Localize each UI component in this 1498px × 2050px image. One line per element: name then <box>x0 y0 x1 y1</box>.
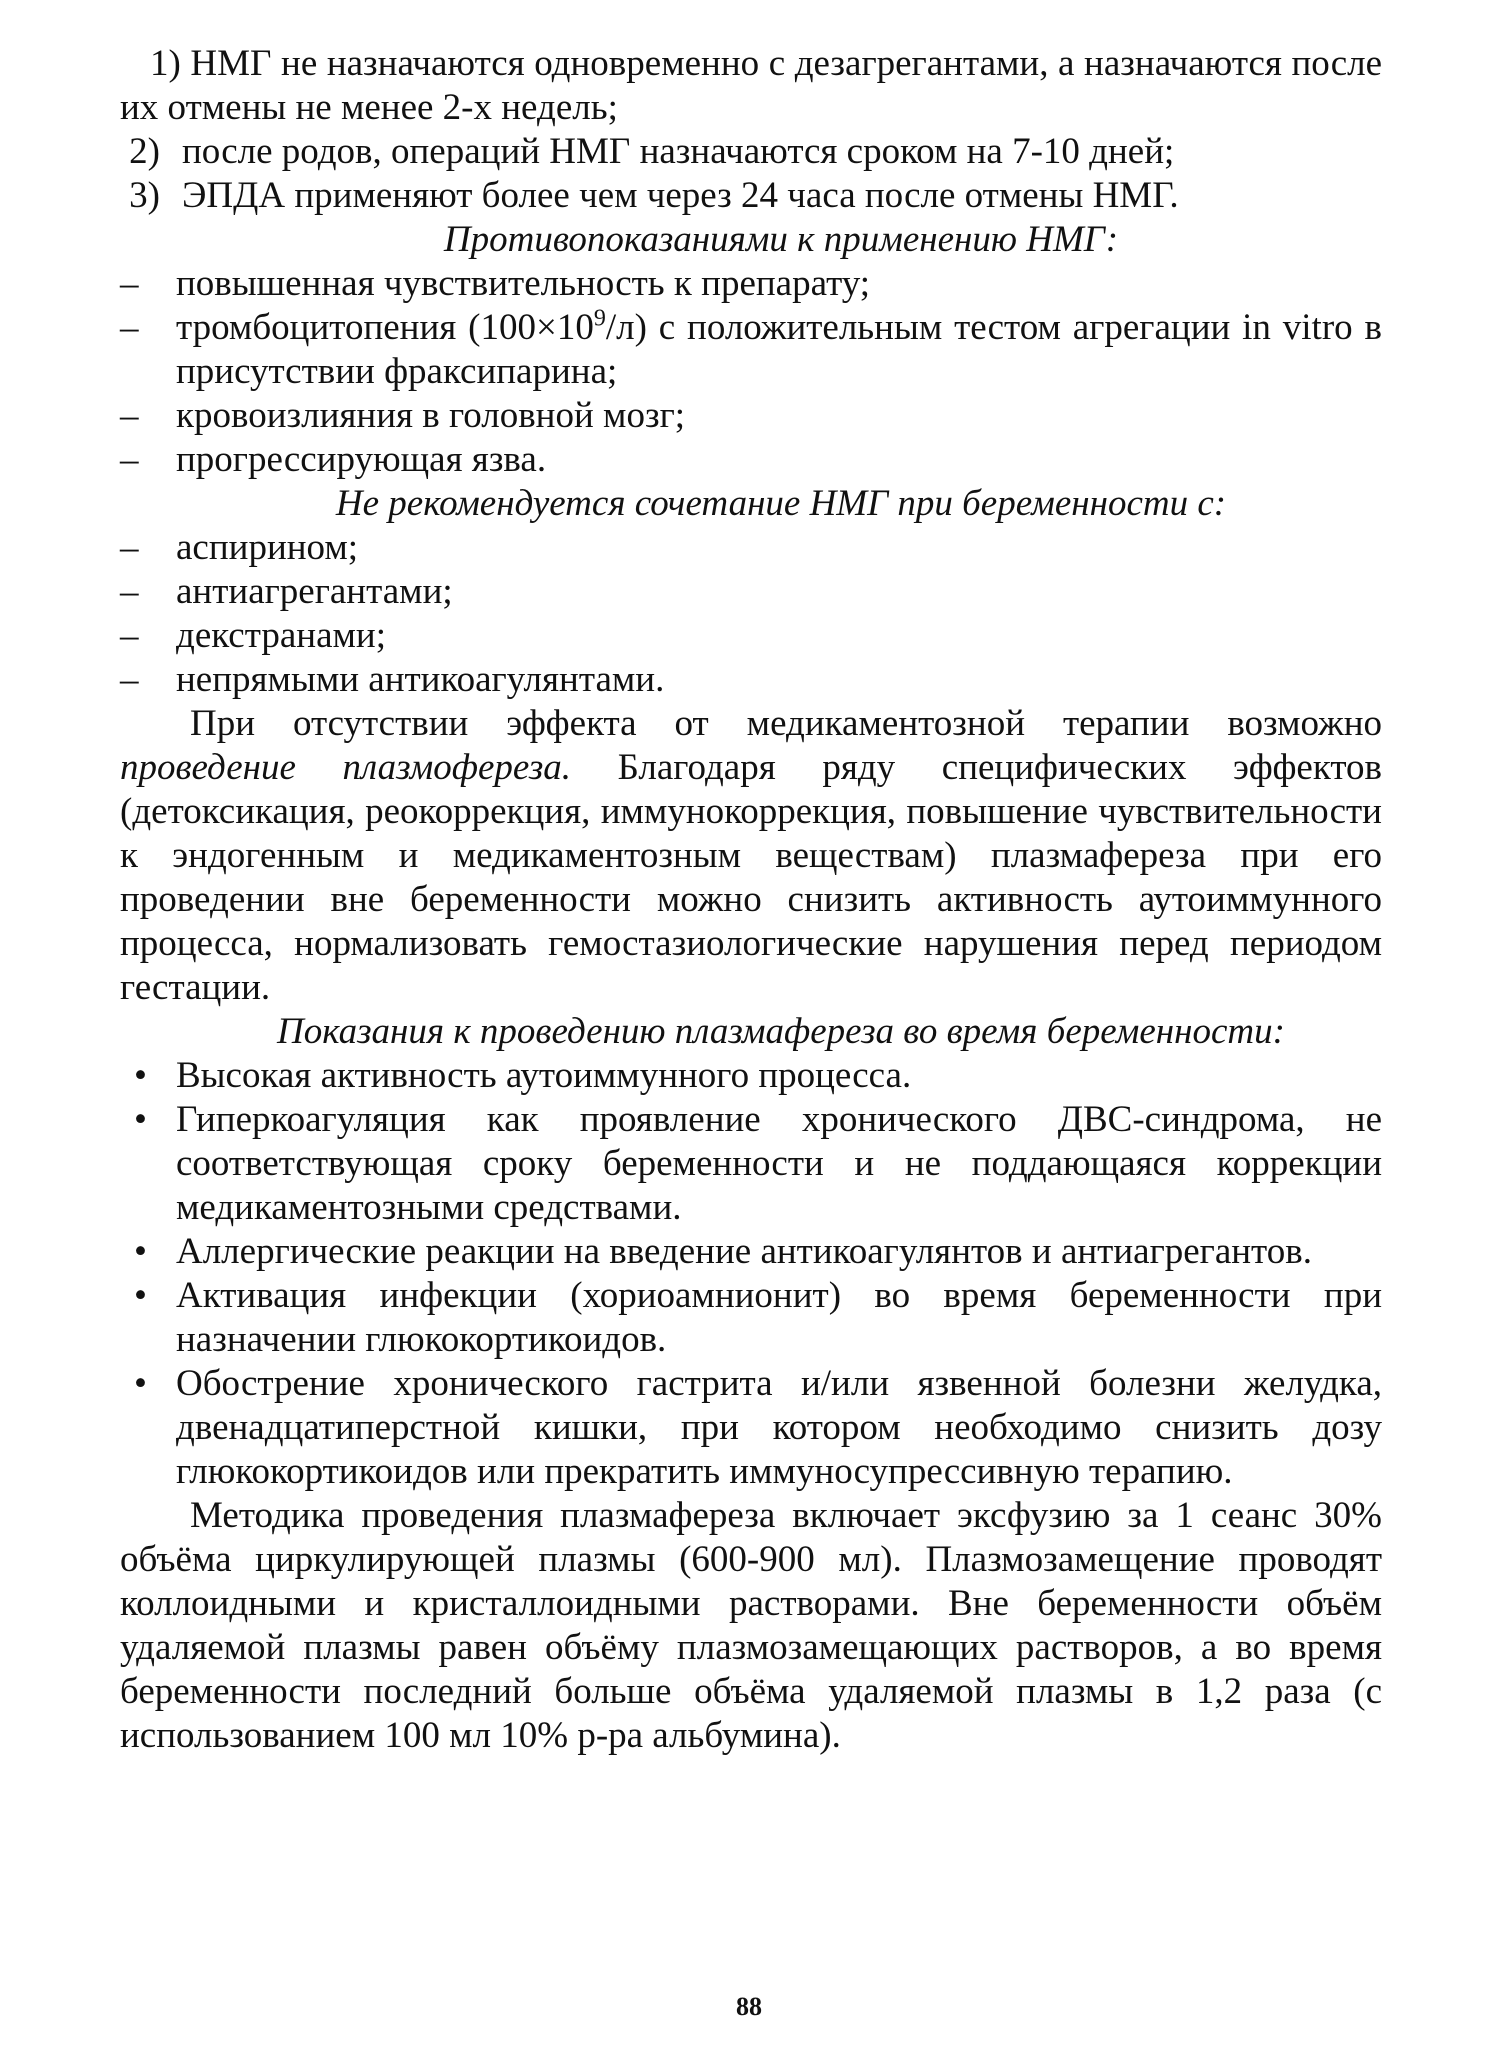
numbered-item-1-number: 1) <box>150 43 181 84</box>
not-recommended-item <box>120 570 1382 614</box>
indication-item <box>120 1230 1382 1274</box>
not-recommended-text: непрямыми антикоагулянтами. <box>176 659 665 700</box>
contraindication-item <box>120 306 1382 394</box>
plasmapheresis-text-2: Благодаря ряду специфических эффектов (детоксикация, реокоррекция, иммунокоррекция, повышение чувствительности к эндогенным и медикаментозным веществам) плазмафереза при его проведении вне беременности можно снизить активность аутоиммунного процесса, нормализовать гемостазиологические нарушения перед периодом гестации. <box>120 747 1382 1008</box>
not-recommended-text: декстранами; <box>176 615 386 656</box>
thrombocytopenia-text-end: /л) с положительным тестом агрегации in vitro в присутствии фраксипарина; <box>176 307 1382 392</box>
not-recommended-item <box>120 526 1382 570</box>
not-recommended-heading: Не рекомендуется сочетание НМГ при беременности с: <box>335 483 1227 524</box>
bullet-marker: • <box>134 1275 147 1316</box>
bullet-marker: • <box>134 1099 147 1140</box>
bullet-marker: • <box>134 1363 147 1404</box>
dash-marker: – <box>120 615 139 656</box>
indication-text: Гиперкоагуляция как проявление хронического ДВС-синдрома, не соответствующая сроку беременности и не поддающаяся коррекции медикаментозными средствами. <box>176 1099 1382 1228</box>
contraindication-text: прогрессирующая язва. <box>176 439 547 480</box>
numbered-item-1-text: НМГ не назначаются одновременно с дезагрегантами, а назначаются после их отмены не менее 2-х недель; <box>120 43 1382 128</box>
contraindication-text <box>176 306 1382 394</box>
contraindication-item <box>120 438 1382 482</box>
not-recommended-item <box>120 614 1382 658</box>
indication-item <box>120 1362 1382 1494</box>
plasmapheresis-text-1: При отсутствии эффекта от медикаментозной терапии возможно <box>190 703 1382 744</box>
indication-text: Высокая активность аутоиммунного процесса. <box>176 1055 912 1096</box>
indication-text: Обострение хронического гастрита и/или язвенной болезни желудка, двенадцатиперстной кишки, при котором необходимо снизить дозу глюкокортикоидов или прекратить иммуносупрессивную терапию. <box>176 1363 1382 1492</box>
indication-item <box>120 1274 1382 1362</box>
dash-marker: – <box>120 263 139 304</box>
dash-marker: – <box>120 439 139 480</box>
numbered-item-2-number: 2) <box>129 131 160 172</box>
indication-item <box>120 1098 1382 1230</box>
numbered-item-1 <box>120 42 1382 130</box>
numbered-item-2-text: после родов, операций НМГ назначаются сроком на 7-10 дней; <box>182 131 1175 172</box>
contraindication-item <box>120 394 1382 438</box>
page-number: 88 <box>736 1992 762 2021</box>
not-recommended-text: аспирином; <box>176 527 359 568</box>
bullet-marker: • <box>134 1231 147 1272</box>
bullet-marker: • <box>134 1055 147 1096</box>
plasmapheresis-paragraph <box>120 702 1382 1010</box>
method-paragraph: Методика проведения плазмафереза включает эксфузию за 1 сеанс 30% объёма циркулирующей плазмы (600-900 мл). Плазмозамещение проводят коллоидными и кристаллоидными растворами. Вне беременности объём удаляемой плазмы равен объёму плазмозамещающих растворов, а во время беременности последний больше объёма удаляемой плазмы в 1,2 раза (с использованием 100 мл 10% р-ра альбумина). <box>120 1495 1382 1756</box>
indication-item <box>120 1054 1382 1098</box>
contraindications-heading: Противопоказаниями к применению НМГ: <box>443 219 1119 260</box>
dash-marker: – <box>120 659 139 700</box>
dash-marker: – <box>120 571 139 612</box>
indication-text: Аллергические реакции на введение антикоагулянтов и антиагрегантов. <box>176 1231 1312 1272</box>
contraindication-text: кровоизлияния в головной мозг; <box>176 395 686 436</box>
indication-text: Активация инфекции (хориоамнионит) во время беременности при назначении глюкокортикоидов. <box>176 1275 1382 1360</box>
page-body <box>120 42 1382 1758</box>
numbered-item-2 <box>120 130 1382 174</box>
numbered-item-3 <box>120 174 1382 218</box>
dash-marker: – <box>120 527 139 568</box>
indications-heading: Показания к проведению плазмафереза во время беременности: <box>277 1011 1285 1052</box>
thrombocytopenia-text-start: тромбоцитопения (100×10 <box>176 307 594 348</box>
numbered-item-3-text: ЭПДА применяют более чем через 24 часа после отмены НМГ. <box>182 175 1179 216</box>
numbered-item-3-number: 3) <box>129 175 160 216</box>
contraindication-item <box>120 262 1382 306</box>
dash-marker: – <box>120 307 139 348</box>
dash-marker: – <box>120 395 139 436</box>
contraindication-text: повышенная чувствительность к препарату; <box>176 263 871 304</box>
plasmapheresis-term: проведение плазмофереза. <box>120 747 572 788</box>
not-recommended-text: антиагрегантами; <box>176 571 453 612</box>
not-recommended-item <box>120 658 1382 702</box>
exponent: 9 <box>593 305 606 332</box>
